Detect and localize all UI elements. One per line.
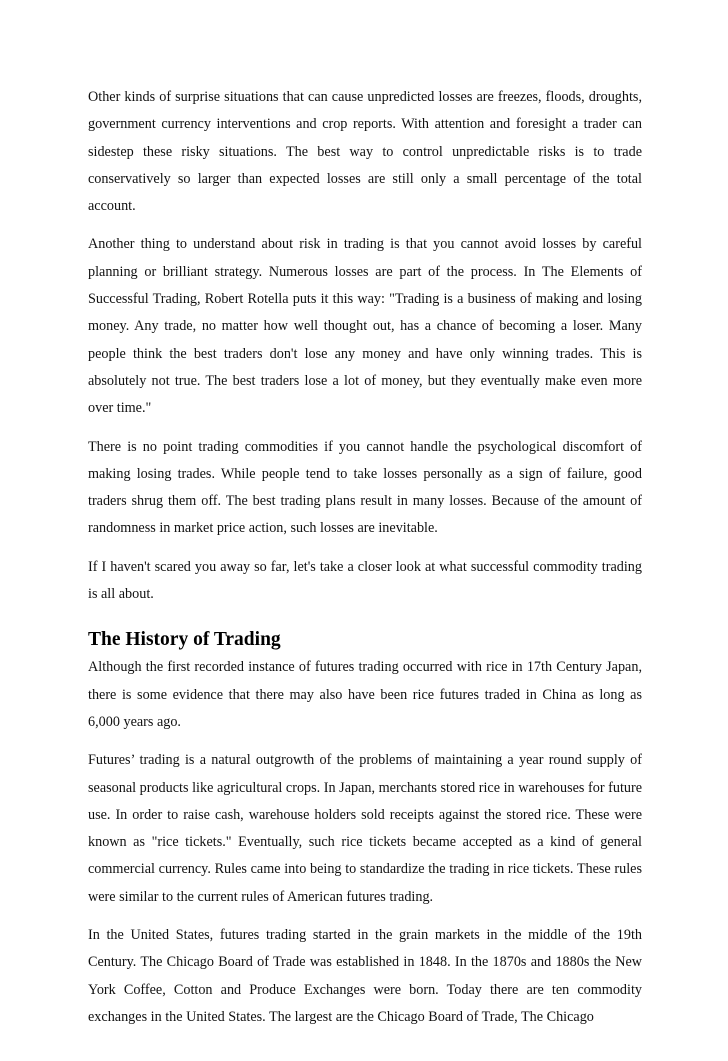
- paragraph-psychological-discomfort: There is no point trading commodities if you cannot handle the psychological discomfort of making losing trades. While people tend to take losses personally as a sign of failure, good traders shrug them off. The best trading plans result in many losses. Because of the amount of randomness in market price action, such losses are inevitable.: [88, 438, 642, 537]
- document-page: [88, 84, 642, 1042]
- paragraph-rice-futures-origin: Although the first recorded instance of futures trading occurred with rice in 17th Century Japan, there is some evidence that there may also have been rice futures traded in China as long as 6,000 years ago.: [88, 659, 642, 730]
- paragraph-surprise-situations: Other kinds of surprise situations that can cause unpredicted losses are freezes, floods, droughts, government currency interventions and crop reports. With attention and foresight a trader can sidestep these risky situations. The best way to control unpredictable risks is to trade conservatively so larger than expected losses are still only a small percentage of the total account.: [88, 89, 642, 215]
- paragraph-closer-look: If I haven't scared you away so far, let's take a closer look at what successful commodity trading is all about.: [88, 558, 642, 603]
- paragraph-risk-in-trading: Another thing to understand about risk in trading is that you cannot avoid losses by careful planning or brilliant strategy. Numerous losses are part of the process. In The Elements of Successful Trading, Robert Rotella puts it this way: "Trading is a business of making and losing money. Any trade, no matter how well thought out, has a chance of becoming a loser. Many people think the best traders don't lose any money and have only winning trades. This is absolutely not true. The best traders lose a lot of money, but they eventually make even more over time.": [88, 236, 642, 417]
- section-heading: The History of Trading: [88, 629, 281, 651]
- paragraph-rice-tickets: Futures’ trading is a natural outgrowth of the problems of maintaining a year round supply of seasonal products like agricultural crops. In Japan, merchants stored rice in warehouses for future use. In order to raise cash, warehouse holders sold receipts against the stored rice. These were known as "rice tickets." Eventually, such rice tickets became accepted as a kind of general commercial currency. Rules came into being to standardize the trading in rice tickets. These rules were similar to the current rules of American futures trading.: [88, 752, 642, 905]
- paragraph-united-states-exchanges: In the United States, futures trading started in the grain markets in the middle of the 19th Century. The Chicago Board of Trade was established in 1848. In the 1870s and 1880s the New York Coffee, Cotton and Produce Exchanges were born. Today there are ten commodity exchanges in the United States. The largest are the Chicago Board of Trade, The Chicago: [88, 927, 642, 1025]
